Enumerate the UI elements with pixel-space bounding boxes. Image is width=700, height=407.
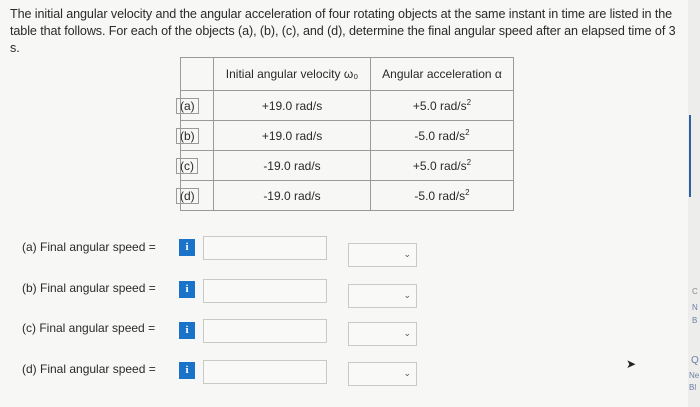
velocity-cell: +19.0 rad/s [214,121,371,151]
row-label: (b) [176,128,199,144]
answer-label-a: (a) Final angular speed = [22,240,156,254]
row-label-cell [181,121,214,151]
info-button-b[interactable]: i [179,281,195,298]
acceleration-value: -5.0 rad/s [414,128,466,143]
acceleration-cell [371,181,514,211]
table-header-velocity: Initial angular velocity ω₀ [214,58,371,91]
answer-input-d[interactable] [203,360,327,384]
edge-text: N [692,303,698,312]
acceleration-exponent: 2 [466,97,472,107]
info-button-d[interactable]: i [179,362,195,379]
acceleration-exponent: 2 [465,127,470,137]
row-label-cell [181,151,214,181]
acceleration-cell [371,151,514,181]
chevron-down-icon: ⌄ [403,290,411,300]
acceleration-exponent: 2 [465,187,470,197]
row-label: (d) [176,188,199,204]
row-label-cell [181,91,214,121]
edge-text: B [692,316,698,325]
answer-input-c[interactable] [203,319,327,343]
answer-label-d: (d) Final angular speed = [22,362,156,376]
info-button-c[interactable]: i [179,322,195,339]
edge-text: Q [691,355,699,366]
mouse-cursor-icon: ➤ [626,357,637,371]
velocity-cell: -19.0 rad/s [214,151,371,181]
unit-select-b[interactable] [348,284,417,308]
acceleration-value: +5.0 rad/s [412,98,467,113]
acceleration-exponent: 2 [466,157,472,167]
acceleration-value: +5.0 rad/s [412,158,467,173]
acceleration-cell [371,121,514,151]
edge-text: C [692,287,698,296]
table-row [181,151,514,181]
chevron-down-icon: ⌄ [403,328,411,338]
velocity-cell: +19.0 rad/s [214,91,371,121]
row-label: (c) [176,158,198,174]
acceleration-cell [371,91,514,121]
row-label: (a) [176,98,199,114]
answer-input-b[interactable] [203,279,327,303]
unit-select-d[interactable] [348,362,417,386]
row-label-cell [181,181,214,211]
question-text: The initial angular velocity and the angular acceleration of four rotating objects at the same instant in time are listed in the table that follows. For each of the objects (a), (b), (c), and (d), determine the final angular speed after an elapsed time of 3 s. [10,7,676,55]
right-sidebar-edge [688,0,700,407]
table-row [181,91,514,121]
table-header-empty [181,58,214,91]
table-header-row [181,58,514,91]
answer-input-a[interactable] [203,236,327,260]
velocity-cell: -19.0 rad/s [214,181,371,211]
data-table [180,57,514,211]
edge-text: Ne [689,371,700,380]
table-header-acceleration: Angular acceleration α [371,58,514,91]
chevron-down-icon: ⌄ [403,249,411,259]
chevron-down-icon: ⌄ [403,368,411,378]
table-row [181,121,514,151]
acceleration-value: -5.0 rad/s [414,188,466,203]
info-button-a[interactable]: i [179,239,195,256]
unit-select-a[interactable] [348,243,417,267]
table-row [181,181,514,211]
answer-label-b: (b) Final angular speed = [22,281,156,295]
answer-label-c: (c) Final angular speed = [22,321,156,335]
unit-select-c[interactable] [348,322,417,346]
sidebar-accent-bar [689,115,691,197]
edge-text: Bl [689,383,697,392]
